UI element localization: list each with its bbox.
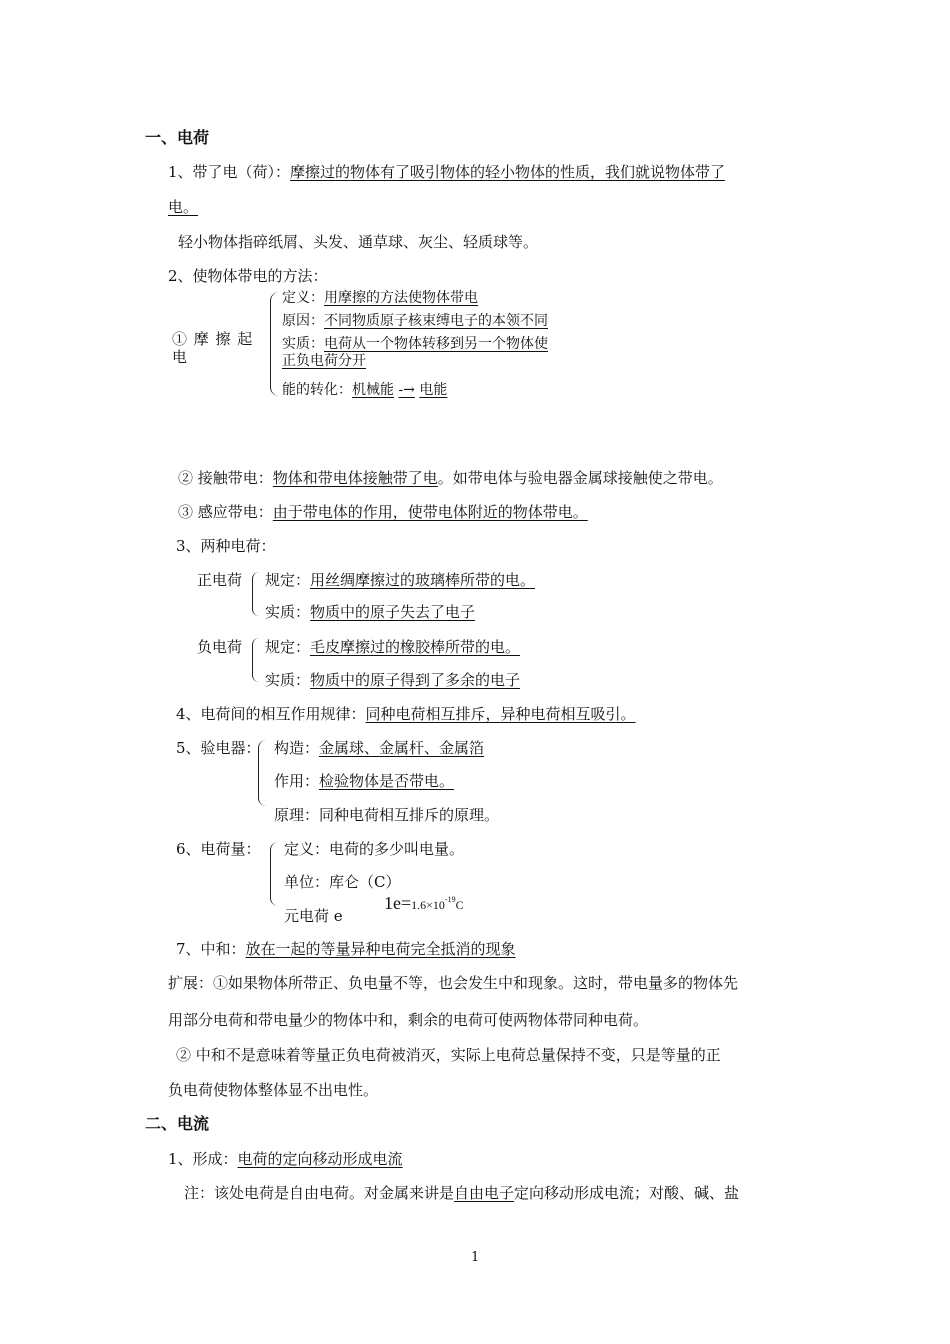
friction-def-value: 用摩擦的方法使物体带电 [324,290,478,306]
formation-value: 电荷的定向移动形成电流 [237,1150,403,1168]
negative-essence [265,670,520,690]
friction-label-2: 电 [172,348,188,366]
friction-essence-cont [282,351,366,371]
negative-rule-value: 毛皮摩擦过的橡胶棒所带的电。 [310,638,521,656]
item1-definition-2: 电。 [168,198,199,216]
positive-brace [252,572,259,616]
item7-line [176,939,516,959]
e-value-mid: 1.6×10 [411,898,445,912]
item4-line [176,704,636,724]
structure-label: 构造： [274,739,320,757]
note-free-electrons: 自由电子 [454,1184,515,1202]
elementary-charge: 元电荷 e [284,907,343,925]
item1-line2 [168,197,198,217]
item5-label: 5、验电器： [176,739,261,757]
section-title-current: 二、电流 [145,1114,210,1133]
friction-energy-label: 能的转化： [282,382,352,398]
note-prefix: 注：该处电荷是自由电荷。对金属来讲是 [184,1184,455,1202]
item1-note: 轻小物体指碎纸屑、头发、通草球、灰尘、轻质球等。 [178,233,539,251]
function-label: 作用： [274,772,320,790]
section-title-charge: 一、电荷 [145,128,210,147]
arrow-icon: -→ [398,382,415,398]
negative-essence-label: 实质： [265,671,311,689]
electroscope-principle: 原理：同种电荷相互排斥的原理。 [274,806,500,824]
item7-value: 放在一起的等量异种电荷完全抵消的现象 [245,940,516,958]
charge-quantity-brace [270,842,278,906]
friction-essence-label: 实质： [282,336,324,352]
expansion-line-2: 用部分电荷和带电量少的物体中和，剩余的电荷可使两物体带同种电荷。 [168,1011,649,1029]
electroscope-structure [274,738,484,758]
formation-label: 1、形成： [168,1150,238,1168]
positive-rule-label: 规定： [265,571,311,589]
positive-rule-value: 用丝绸摩擦过的玻璃棒所带的电。 [310,571,536,589]
electroscope-function [274,771,454,791]
expansion-line-1: 扩展：①如果物体所带正、负电量不等，也会发生中和现象。这时，带电量多的物体先 [168,974,739,992]
function-value: 检验物体是否带电。 [319,772,455,790]
item1-line [168,162,725,182]
friction-definition [282,288,478,308]
charge-unit: 单位：库仑（C） [284,873,401,891]
friction-energy [282,380,447,400]
induction-value: 由于带电体的作用，使带电体附近的物体带电。 [272,503,588,521]
e-value-exponent: -19 [444,895,456,904]
expansion-line-4: 负电荷使物体整体显不出电性。 [168,1081,379,1099]
expansion-line-3: ② 中和不是意味着等量正负电荷被消灭，实际上电荷总量保持不变，只是等量的正 [176,1046,721,1064]
page-number: 1 [471,1250,480,1265]
contact-charging [178,468,723,488]
friction-cause [282,311,548,331]
induction-label: ③ 感应带电： [178,503,273,521]
item6-label: 6、电荷量： [176,840,261,858]
friction-essence-value-1: 电荷从一个物体转移到另一个物体使 [324,336,548,352]
friction-cause-value: 不同物质原子核束缚电子的本领不同 [324,313,548,329]
negative-brace [252,638,259,682]
contact-label: ② 接触带电： [178,469,273,487]
friction-def-label: 定义： [282,290,324,306]
positive-essence-label: 实质： [265,603,311,621]
current-formation [168,1149,403,1169]
friction-cause-label: 原因： [282,313,324,329]
item3-label: 3、两种电荷： [176,537,276,555]
friction-brace [270,292,279,396]
charge-definition: 定义：电荷的多少叫电量。 [284,840,465,858]
negative-rule-label: 规定： [265,638,311,656]
e-value-unit: C [455,898,464,912]
friction-energy-to: 电能 [419,382,448,398]
item2-label: 2、使物体带电的方法： [168,267,328,285]
structure-value: 金属球、金属杆、金属箔 [319,739,485,757]
contact-value: 物体和带电体接触带了电 [272,469,438,487]
positive-rule [265,570,535,590]
e-value-prefix: 1e= [384,893,412,913]
negative-essence-value: 物质中的原子得到了多余的电子 [310,671,521,689]
item4-label: 4、电荷间的相互作用规律： [176,705,366,723]
friction-label-1: ① 摩 擦 起 [172,330,254,348]
contact-rest: 。如带电体与验电器金属球接触使之带电。 [437,469,723,487]
item4-value: 同种电荷相互排斥，异种电荷相互吸引。 [365,705,636,723]
positive-essence [265,602,475,622]
positive-essence-value: 物质中的原子失去了电子 [310,603,476,621]
friction-essence-value-2: 正负电荷分开 [282,353,366,369]
item1-definition-1: 摩擦过的物体有了吸引物体的轻小物体的性质，我们就说物体带了 [290,163,726,181]
positive-charge-name: 正电荷 [197,571,243,589]
current-note [184,1183,739,1203]
friction-energy-from: 机械能 [352,382,394,398]
note-suffix: 定向移动形成电流；对酸、碱、盐 [514,1184,740,1202]
item7-label: 7、中和： [176,940,246,958]
negative-charge-name: 负电荷 [197,638,243,656]
electroscope-brace [258,740,266,806]
elementary-charge-value [384,890,464,915]
negative-rule [265,637,520,657]
induction-charging [178,502,588,522]
item1-label: 1、带了电（荷）： [168,163,291,181]
